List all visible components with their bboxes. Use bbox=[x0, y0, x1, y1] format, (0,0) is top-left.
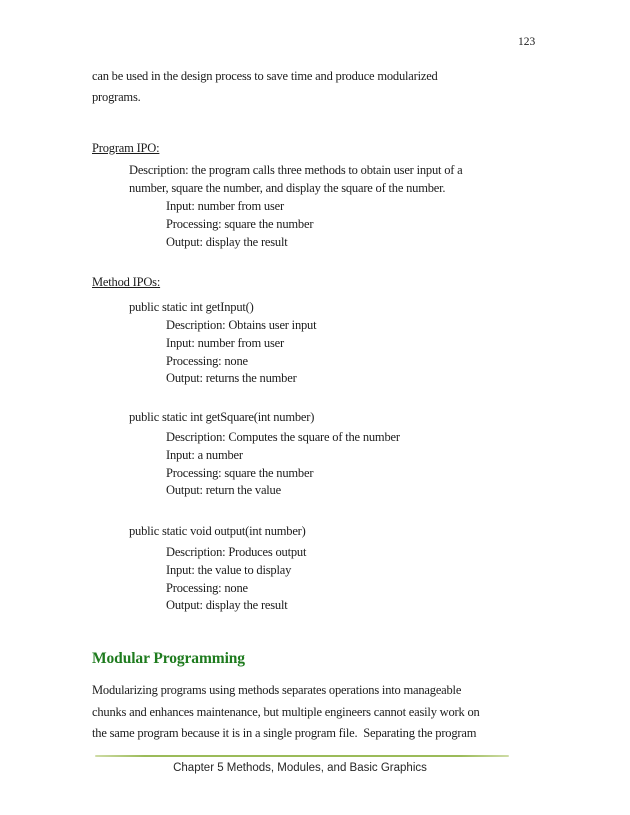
program-ipo-io-list bbox=[166, 198, 313, 251]
method-line-description: Description: Produces output bbox=[166, 545, 307, 559]
program-ipo-description bbox=[129, 161, 462, 197]
method-ipos-heading: Method IPOs: bbox=[92, 275, 161, 289]
intro-line: programs. bbox=[92, 90, 141, 104]
modular-programming-paragraph bbox=[92, 680, 480, 745]
method-line-output: Output: returns the number bbox=[166, 371, 297, 386]
modular-programming-heading: Modular Programming bbox=[92, 650, 245, 667]
paragraph-line: chunks and enhances maintenance, but multiple engineers cannot easily work on bbox=[92, 704, 480, 719]
method-line-input: Input: number from user bbox=[166, 335, 284, 350]
method-line-input: Input: a number bbox=[166, 447, 243, 462]
method-signature-getsquare: public static int getSquare(int number) bbox=[129, 410, 315, 424]
page-number: 123 bbox=[518, 36, 536, 48]
paragraph-line: Modularizing programs using methods separates operations into manageable bbox=[92, 683, 462, 697]
method-line-processing: Processing: square the number bbox=[166, 465, 314, 480]
io-line-output: Output: display the result bbox=[166, 234, 288, 249]
method-ipo-getinput bbox=[166, 317, 316, 388]
method-line-processing: Processing: none bbox=[166, 580, 248, 595]
method-line-input: Input: the value to display bbox=[166, 562, 292, 577]
paragraph-line: the same program because it is in a single program file. Separating the program bbox=[92, 726, 477, 740]
method-ipo-getsquare bbox=[166, 429, 400, 500]
method-ipo-output bbox=[166, 544, 306, 615]
method-signature-getinput: public static int getInput() bbox=[129, 300, 254, 314]
intro-line: can be used in the design process to save time and produce modularized bbox=[92, 69, 438, 83]
footer-chapter-title: Chapter 5 Methods, Modules, and Basic Graphics bbox=[173, 762, 427, 774]
method-signature-output: public static void output(int number) bbox=[129, 524, 306, 538]
io-line-processing: Processing: square the number bbox=[166, 216, 314, 231]
method-line-description: Description: Obtains user input bbox=[166, 318, 317, 332]
description-line: Description: the program calls three methods to obtain user input of a bbox=[129, 163, 463, 177]
description-line: number, square the number, and display the square of the number. bbox=[129, 181, 446, 195]
program-ipo-heading: Program IPO: bbox=[92, 141, 160, 155]
intro-paragraph bbox=[92, 66, 438, 108]
method-line-description: Description: Computes the square of the number bbox=[166, 430, 400, 444]
footer-divider-rule bbox=[95, 755, 509, 757]
method-line-output: Output: return the value bbox=[166, 483, 281, 498]
method-line-processing: Processing: none bbox=[166, 353, 248, 368]
method-line-output: Output: display the result bbox=[166, 598, 288, 613]
io-line-input: Input: number from user bbox=[166, 199, 284, 213]
